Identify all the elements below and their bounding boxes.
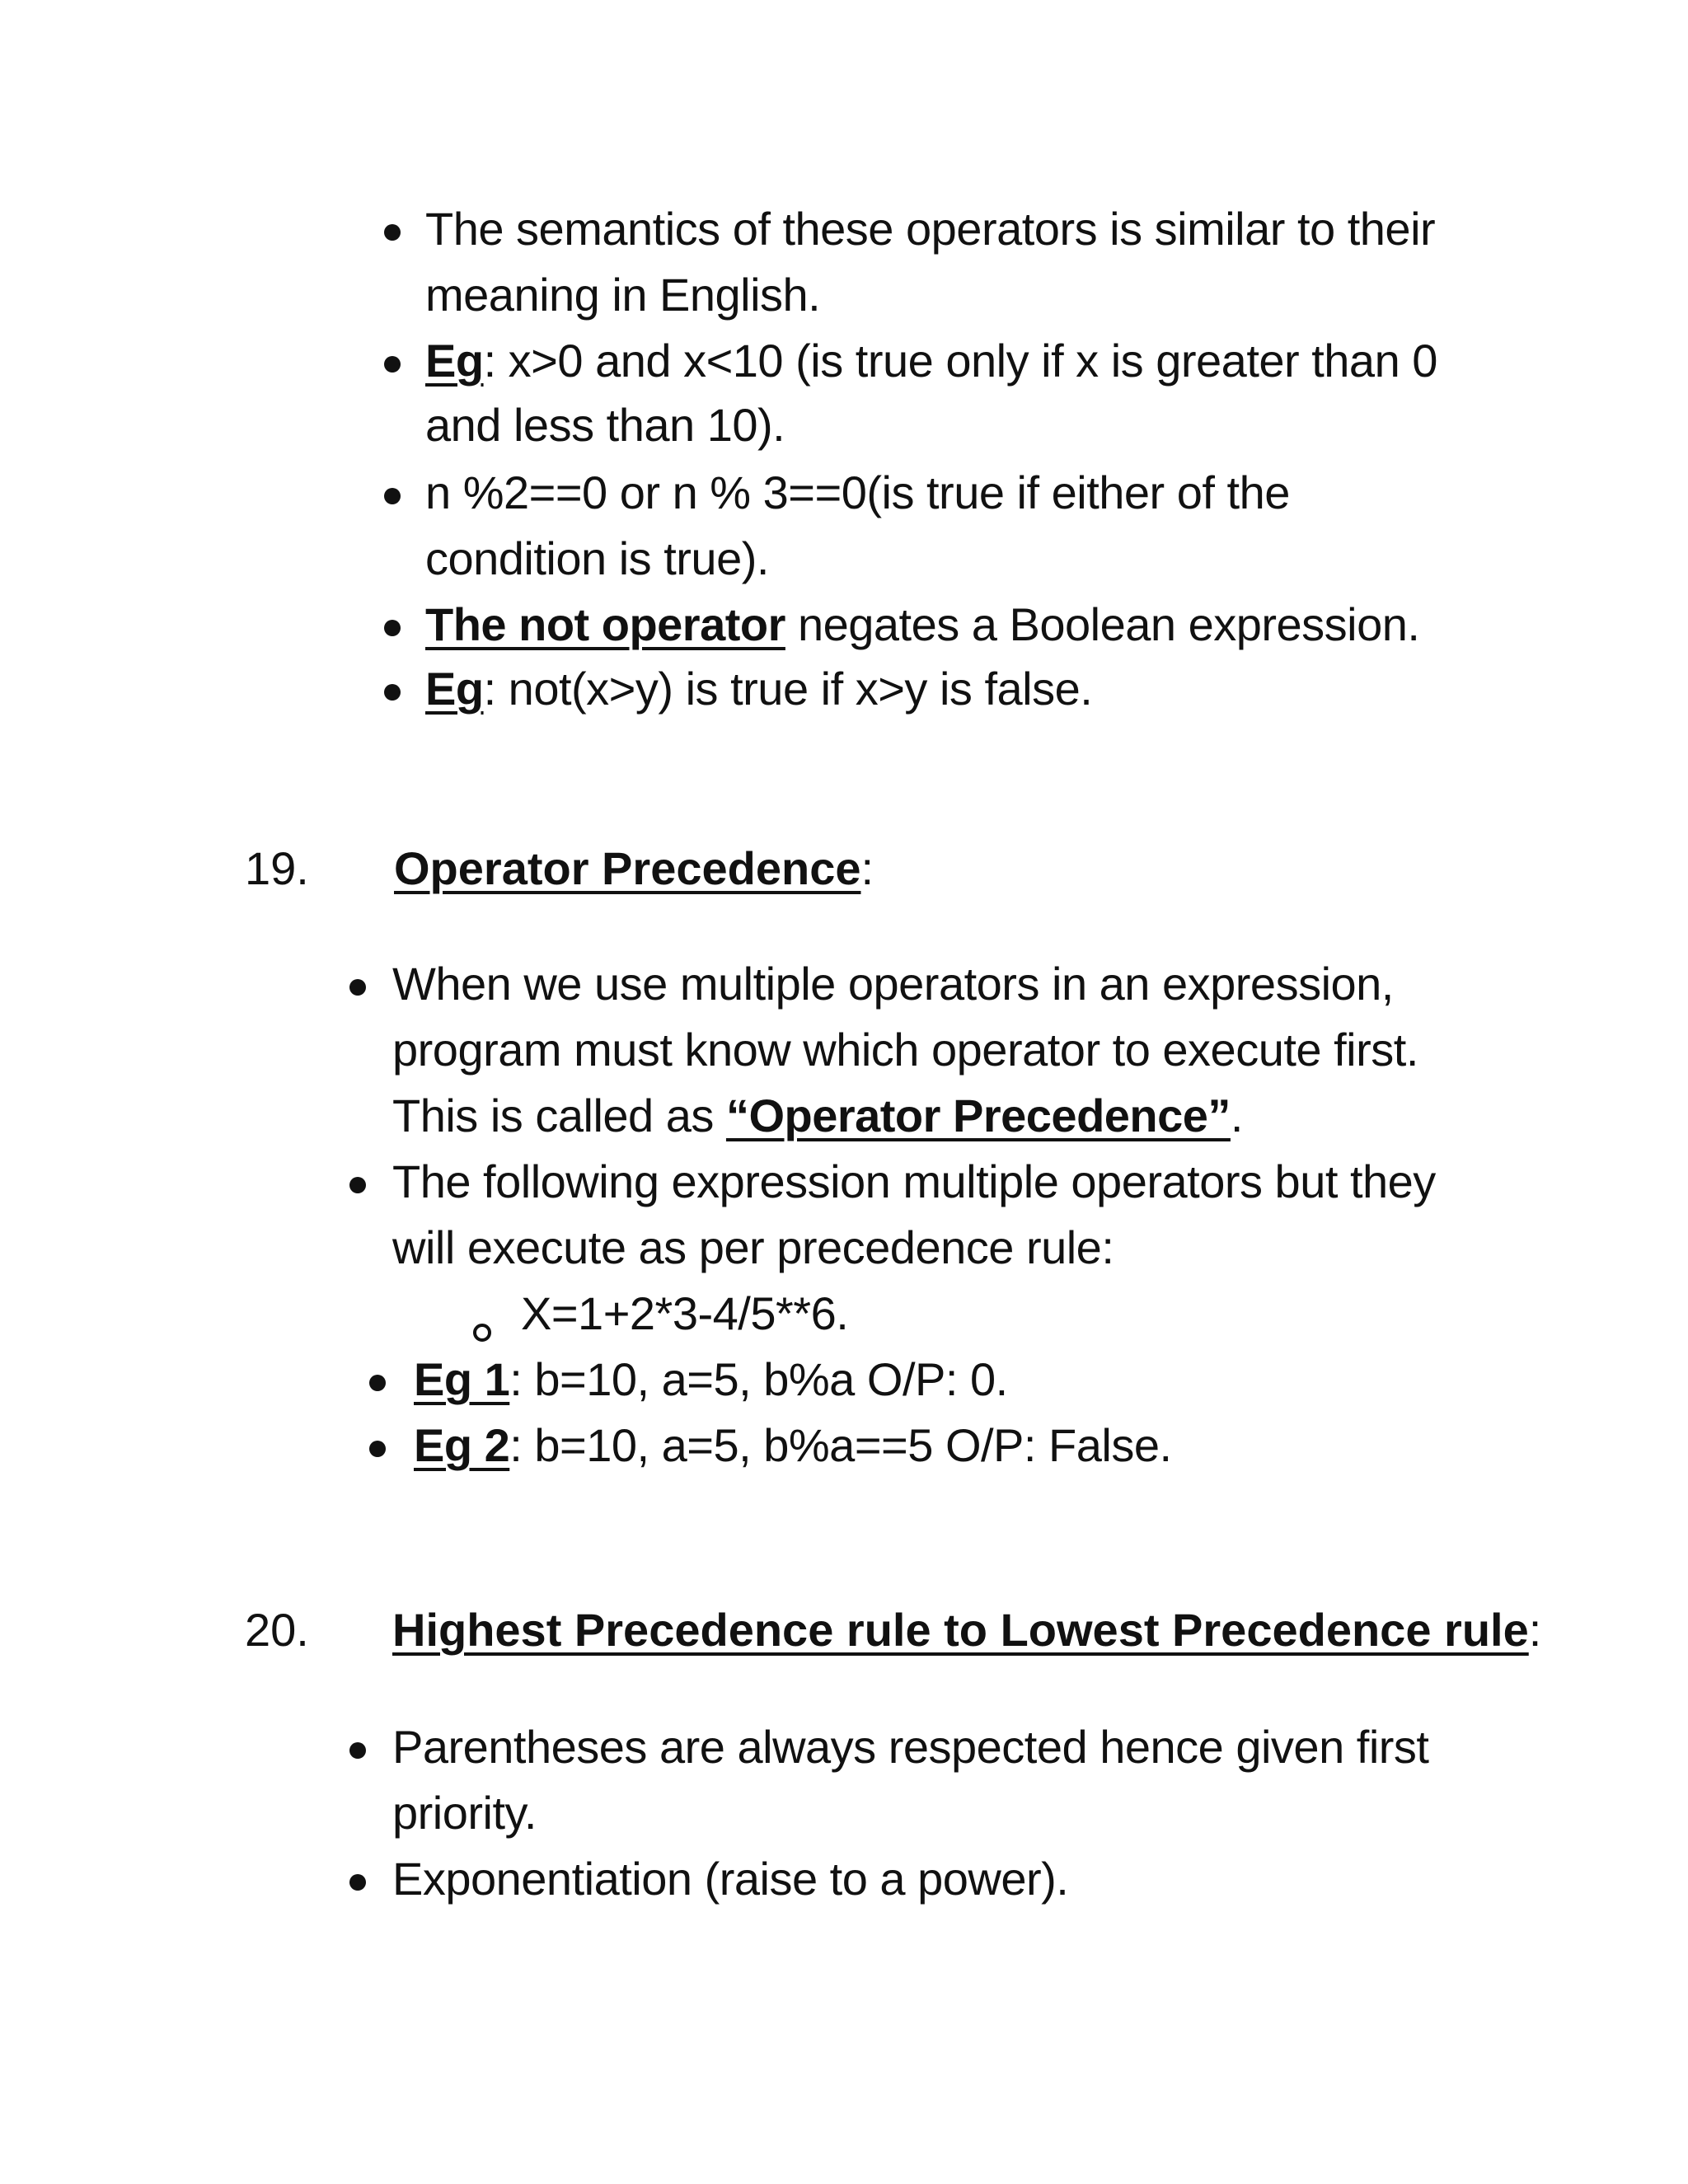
intro-bullet-1-line-1: The semantics of these operators is similar to their	[425, 203, 1436, 255]
section-20-bullet-1-line-1: Parentheses are always respected hence given first	[392, 1721, 1429, 1773]
section-19-heading	[394, 842, 874, 894]
section-19-bullet-1-suffix: .	[1230, 1090, 1243, 1141]
bullet-icon	[349, 1742, 366, 1759]
heading-colon: :	[1528, 1604, 1542, 1656]
section-20-bullet-2: Exponentiation (raise to a power).	[392, 1853, 1069, 1905]
bullet-icon	[369, 1375, 386, 1391]
bullet-icon	[384, 224, 401, 241]
intro-bullet-2-line-1	[425, 335, 1437, 387]
eg-2-text: : b=10, a=5, b%a==5 O/P: False.	[509, 1419, 1172, 1471]
intro-bullet-3-line-2: condition is true).	[425, 532, 769, 584]
eg-1-label: Eg 1	[414, 1353, 510, 1405]
bullet-icon	[349, 1874, 366, 1891]
bullet-icon	[369, 1441, 386, 1457]
intro-bullet-2-line-2: and less than 10).	[425, 399, 785, 451]
section-19-bullet-1-prefix: This is called as	[392, 1090, 726, 1141]
section-19-number: 19.	[245, 842, 309, 894]
eg-label: Eg	[425, 335, 484, 387]
bullet-icon	[349, 979, 366, 996]
section-19-bullet-2-line-1: The following expression multiple operators but they	[392, 1155, 1436, 1207]
intro-bullet-2-text: : x>0 and x<10 (is true only if x is greater than 0	[483, 335, 1437, 387]
section-19-eg-2	[414, 1419, 1172, 1471]
eg-label: Eg	[425, 663, 484, 715]
section-20-number: 20.	[245, 1604, 309, 1656]
bullet-icon	[384, 488, 401, 504]
section-19-bullet-1-line-3	[392, 1090, 1243, 1141]
bullet-icon	[384, 620, 401, 636]
section-19-bullet-1-line-1: When we use multiple operators in an expression,	[392, 958, 1394, 1010]
eg-1-text: : b=10, a=5, b%a O/P: 0.	[509, 1353, 1008, 1405]
bullet-icon	[384, 356, 401, 373]
hollow-bullet-icon	[473, 1324, 491, 1342]
bullet-icon	[384, 684, 401, 701]
section-19-sub-bullet: X=1+2*3-4/5**6.	[521, 1287, 849, 1339]
section-20-title: Highest Precedence rule to Lowest Precedence rule	[392, 1604, 1529, 1656]
section-20-heading	[392, 1604, 1542, 1656]
eg-2-label: Eg 2	[414, 1419, 510, 1471]
intro-bullet-4-text: negates a Boolean expression.	[785, 598, 1420, 650]
section-19-eg-1	[414, 1353, 1008, 1405]
section-19-title: Operator Precedence	[394, 842, 861, 894]
section-19-bullet-1-line-2: program must know which operator to execute first.	[392, 1024, 1418, 1076]
section-20-bullet-1-line-2: priority.	[392, 1787, 537, 1839]
intro-bullet-5-text: : not(x>y) is true if x>y is false.	[483, 663, 1093, 715]
heading-colon: :	[860, 842, 874, 894]
section-19-bullet-2-line-2: will execute as per precedence rule:	[392, 1221, 1114, 1273]
intro-bullet-1-line-2: meaning in English.	[425, 269, 821, 321]
intro-bullet-5	[425, 663, 1093, 715]
not-operator-term: The not operator	[425, 598, 785, 650]
intro-bullet-4	[425, 598, 1420, 650]
operator-precedence-term: “Operator Precedence”	[725, 1090, 1231, 1141]
intro-bullet-3-line-1: n %2==0 or n % 3==0(is true if either of the	[425, 466, 1290, 518]
bullet-icon	[349, 1177, 366, 1193]
